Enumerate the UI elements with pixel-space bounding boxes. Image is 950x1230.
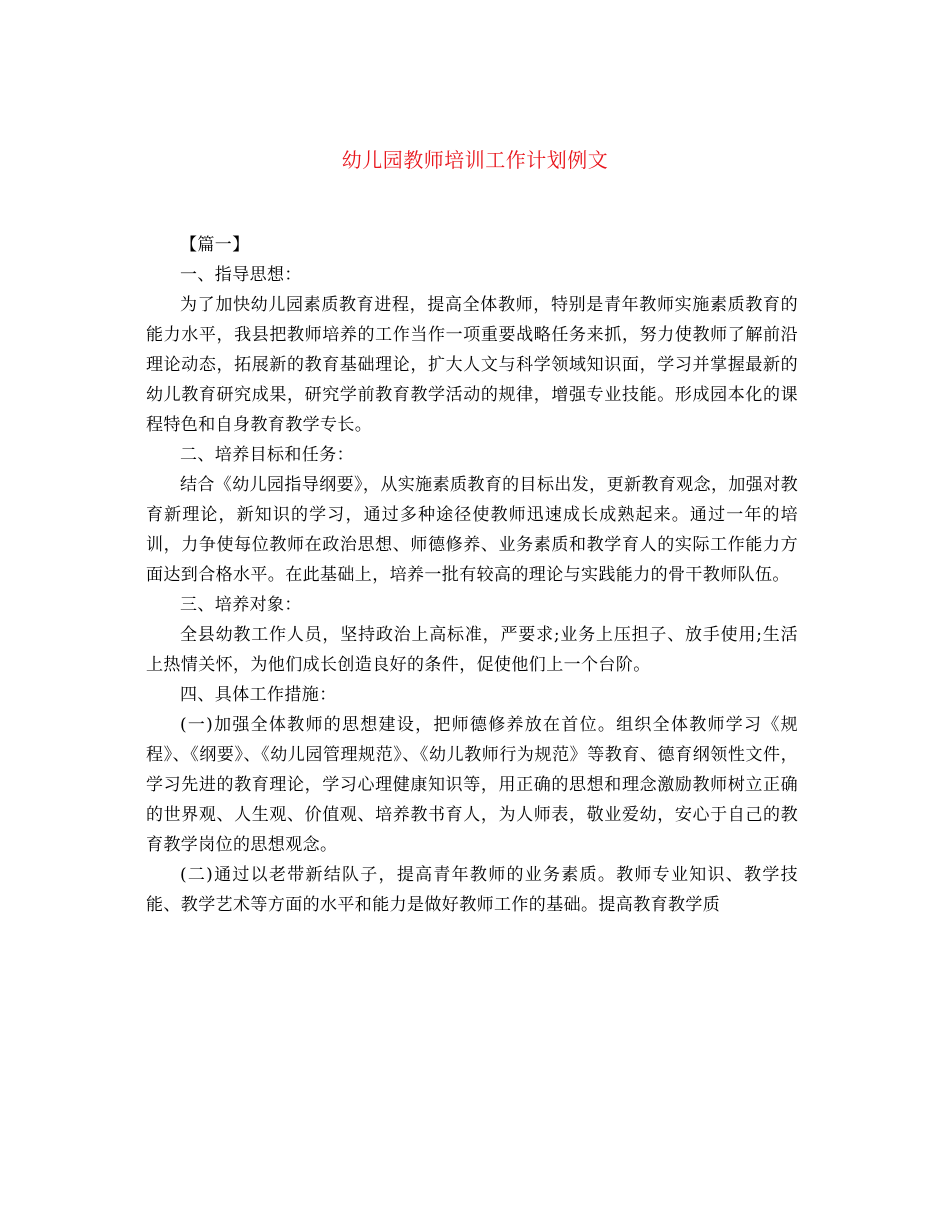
section-heading-specific-measures: 四、具体工作措施： xyxy=(180,685,337,705)
paragraph-training-targets: 全县幼教工作人员，坚持政治上高标准，严要求;业务上压担子、放手使用;生活上热情关怀，为他们成长创造良好的条件，促使他们上一个台阶。 xyxy=(146,625,798,675)
paragraph-measure-one: (一)加强全体教师的思想建设，把师德修养放在首位。组织全体教师学习《规程》、《纲要》、《幼儿园管理规范》、《幼儿教师行为规范》等教育、德育纲领性文件，学习先进的教育理论，学习心理健康知识等，用正确的思想和理念激励教师树立正确的世界观、人生观、价值观、培养教书育人，为人师表，敬业爱幼，安心于自己的教育教学岗位的思想观念。 xyxy=(146,715,798,855)
document-title: 幼儿园教师培训工作计划例文 xyxy=(341,148,609,172)
document-body xyxy=(146,230,798,920)
paragraph-guiding-ideology: 为了加快幼儿园素质教育进程，提高全体教师，特别是青年教师实施素质教育的能力水平，我县把教师培养的工作当作一项重要战略任务来抓，努力使教师了解前沿理论动态，拓展新的教育基础理论，扩大人文与科学领域知识面，学习并掌握最新的幼儿教育研究成果，研究学前教育教学活动的规律，增强专业技能。形成园本化的课程特色和自身教育教学专长。 xyxy=(146,295,798,435)
section-heading-part-one: 【篇一】 xyxy=(180,235,250,255)
paragraph-goals-and-tasks: 结合《幼儿园指导纲要》，从实施素质教育的目标出发，更新教育观念，加强对教育新理论，新知识的学习，通过多种途径使教师迅速成长成熟起来。通过一年的培训，力争使每位教师在政治思想、师德修养、业务素质和教学育人的实际工作能力方面达到合格水平。在此基础上，培养一批有较高的理论与实践能力的骨干教师队伍。 xyxy=(146,475,798,585)
section-heading-goals-and-tasks: 二、培养目标和任务： xyxy=(180,445,354,465)
section-heading-guiding-ideology: 一、指导思想： xyxy=(180,265,302,285)
paragraph-measure-two: (二)通过以老带新结队子，提高青年教师的业务素质。教师专业知识、教学技能、教学艺术等方面的水平和能力是做好教师工作的基础。提高教育教学质 xyxy=(146,865,798,915)
section-heading-training-targets: 三、培养对象： xyxy=(180,595,302,615)
